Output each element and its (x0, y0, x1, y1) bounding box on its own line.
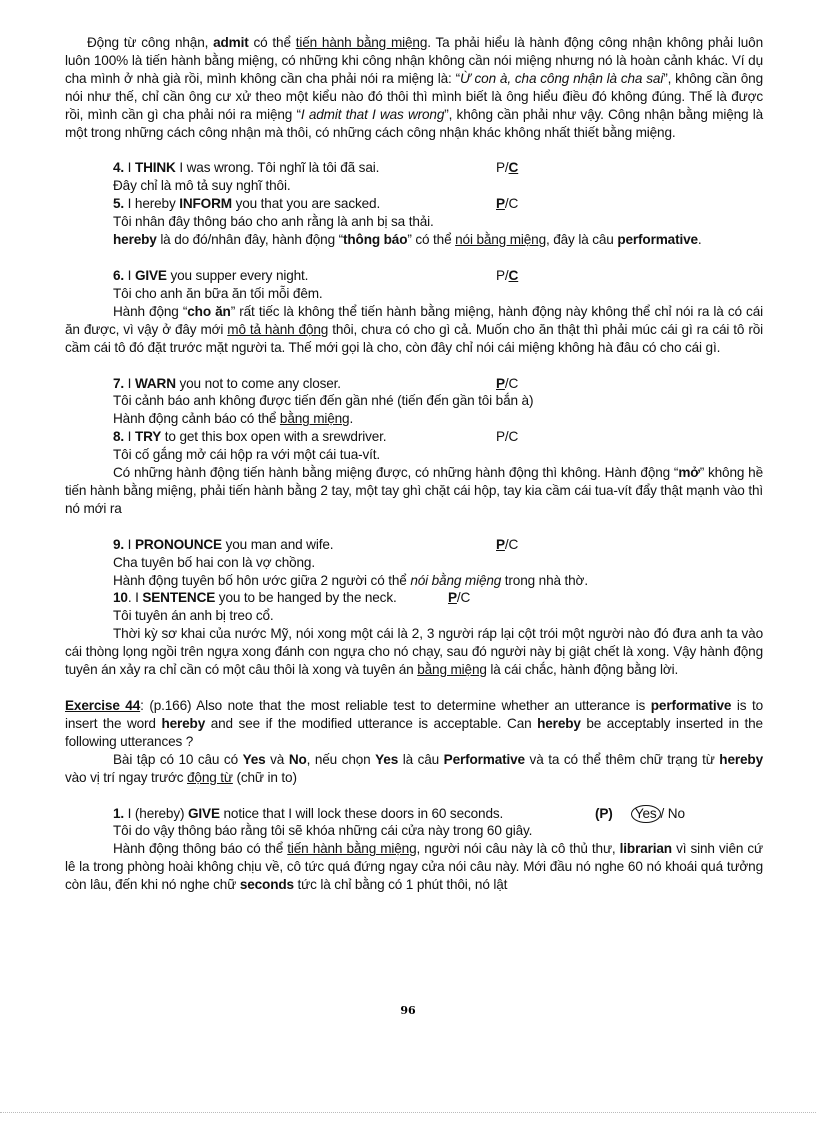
exercise-heading: Exercise 44: (p.166) Also note that the most reliable test to determine whether an utterance is performative is to insert the word hereby and see if the modified utterance is acceptable. Can hereby be acceptably inserted in the following utterances ? (65, 698, 764, 749)
example-8: 8. I TRY to get this box open with a srewdriver. P/C Tôi cố gắng mở cái hộp ra với một cái tua-vít. (113, 429, 519, 463)
exercise-item-1-paragraph: Hành động thông báo có thể tiến hành bằng miệng, người nói câu này là cô thủ thư, librarian vì sinh viên cứ lê la trong phòng hoài không chịu về, cô tức quá đứng ngay cửa nói câu này. Mới đầu nó nghe 60 nó khoái quá tưởng còn lâu, đến khi nó nghe chữ seconds tức là chỉ bằng có 1 phút thôi, nó lật (65, 841, 763, 893)
example-4: 4. I THINK I was wrong. Tôi nghĩ là tôi đã sai. P/C Đây chỉ là mô tả suy nghĩ thôi. (113, 160, 519, 194)
exercise-item-1: 1. I (hereby) GIVE notice that I will lock these doors in 60 seconds. (P) Yes / No Tôi do vậy thông báo rằng tôi sẽ khóa những cái cửa này trong 60 giây. (113, 805, 685, 839)
give-paragraph: Hành động “cho ăn” rất tiếc là không thể tiến hành bằng miệng, hành động này không thể chỉ nói ra là có cái ăn được, vì vậy ở đây mới mô tả hành động thôi, chưa có cho gì cả. Muốn cho ăn thật thì phải múc cái gì ra cái tô rồi cầm cái tô đó đặt trước mặt người ta. Thế mới gọi là cho, còn đây chỉ nói cái miệng không hà đâu có cho cái gì. (65, 303, 763, 355)
example-10: 10. I SENTENCE you to be hanged by the neck. P/C Tôi tuyên án anh bị treo cổ. (113, 590, 471, 624)
example-5: 5. I hereby INFORM you that you are sacked. P/C Tôi nhân đây thông báo cho anh rằng là anh bị sa thải. (113, 196, 519, 230)
exercise-explanation: Bài tập có 10 câu có Yes và No, nếu chọn Yes là câu Performative và ta có thể thêm chữ trạng từ hereby vào vị trí ngay trước động từ (chữ in to) (65, 751, 763, 785)
page-number: 96 (400, 1004, 416, 1017)
example-9: 9. I PRONOUNCE you man and wife. P/C Cha tuyên bố hai con là vợ chồng. Hành động tuyên bố hôn ước giữa 2 người có thể nói bằng miệng trong nhà thờ. (113, 536, 588, 588)
try-paragraph: Có những hành động tiến hành bằng miệng được, có những hành động thì không. Hành động “mở” không hề tiến hành bằng miệng, phải tiến hành bằng 2 tay, một tay ghì chặt cái hộp, tay kia cầm cái tua-vít đẩy thật mạnh vào thì nó mới ra (65, 465, 763, 516)
document-page (65, 34, 763, 894)
bottom-border (0, 1112, 816, 1113)
sentence-paragraph: Thời kỳ sơ khai của nước Mỹ, nói xong một cái là 2, 3 người ráp lại cột trói một người nào đó đưa anh ta vào cái thòng lọng ngồi trên ngựa xong đánh con ngựa cho nó chạy, sau đó người này bị giật chết là xong. Vậy hành động tuyên án xảy ra chỉ cần có một câu thôi là xong và tuyên án bằng miệng là cái chắc, hành động bằng lời. (65, 626, 763, 678)
hereby-paragraph: hereby là do đó/nhân đây, hành động “thông báo” có thể nói bằng miệng, đây là câu performative. (113, 232, 702, 248)
intro-paragraph: Động từ công nhận, admit có thể tiến hành bằng miệng. Ta phải hiểu là hành động công nhận không phải luôn luôn 100% là tiến hành bằng miệng, có những khi công nhận không cần nói miệng nhưng nó là hoàn cảnh khác. Ví dụ cha mình ở nhà già rồi, mình không cần cha phải nói ra miệng là: “Ừ con à, cha công nhận là cha sai”, không cần ông nói như thế, chỉ cần ông cư xử theo một kiểu nào đó thôi thì mình biết là ông hiểu điều đó không đúng. Thế là được rồi, mình cần gì cha phải nói ra miệng “I admit that I was wrong”, không cần phải như vậy. Công nhận bằng miệng là một trong những cách công nhận mà thôi, có những cách công nhận khác không nhất thiết bằng miệng. (65, 35, 764, 140)
example-6: 6. I GIVE you supper every night. P/C Tôi cho anh ăn bữa ăn tối mỗi đêm. (113, 267, 519, 301)
yes-answer-circle: Yes (631, 805, 661, 823)
example-7: 7. I WARN you not to come any closer. P/C Tôi cảnh báo anh không được tiến đến gần nhé (tiến đến gần tôi bắn à) Hành động cảnh báo có thể bằng miệng. (113, 375, 534, 427)
